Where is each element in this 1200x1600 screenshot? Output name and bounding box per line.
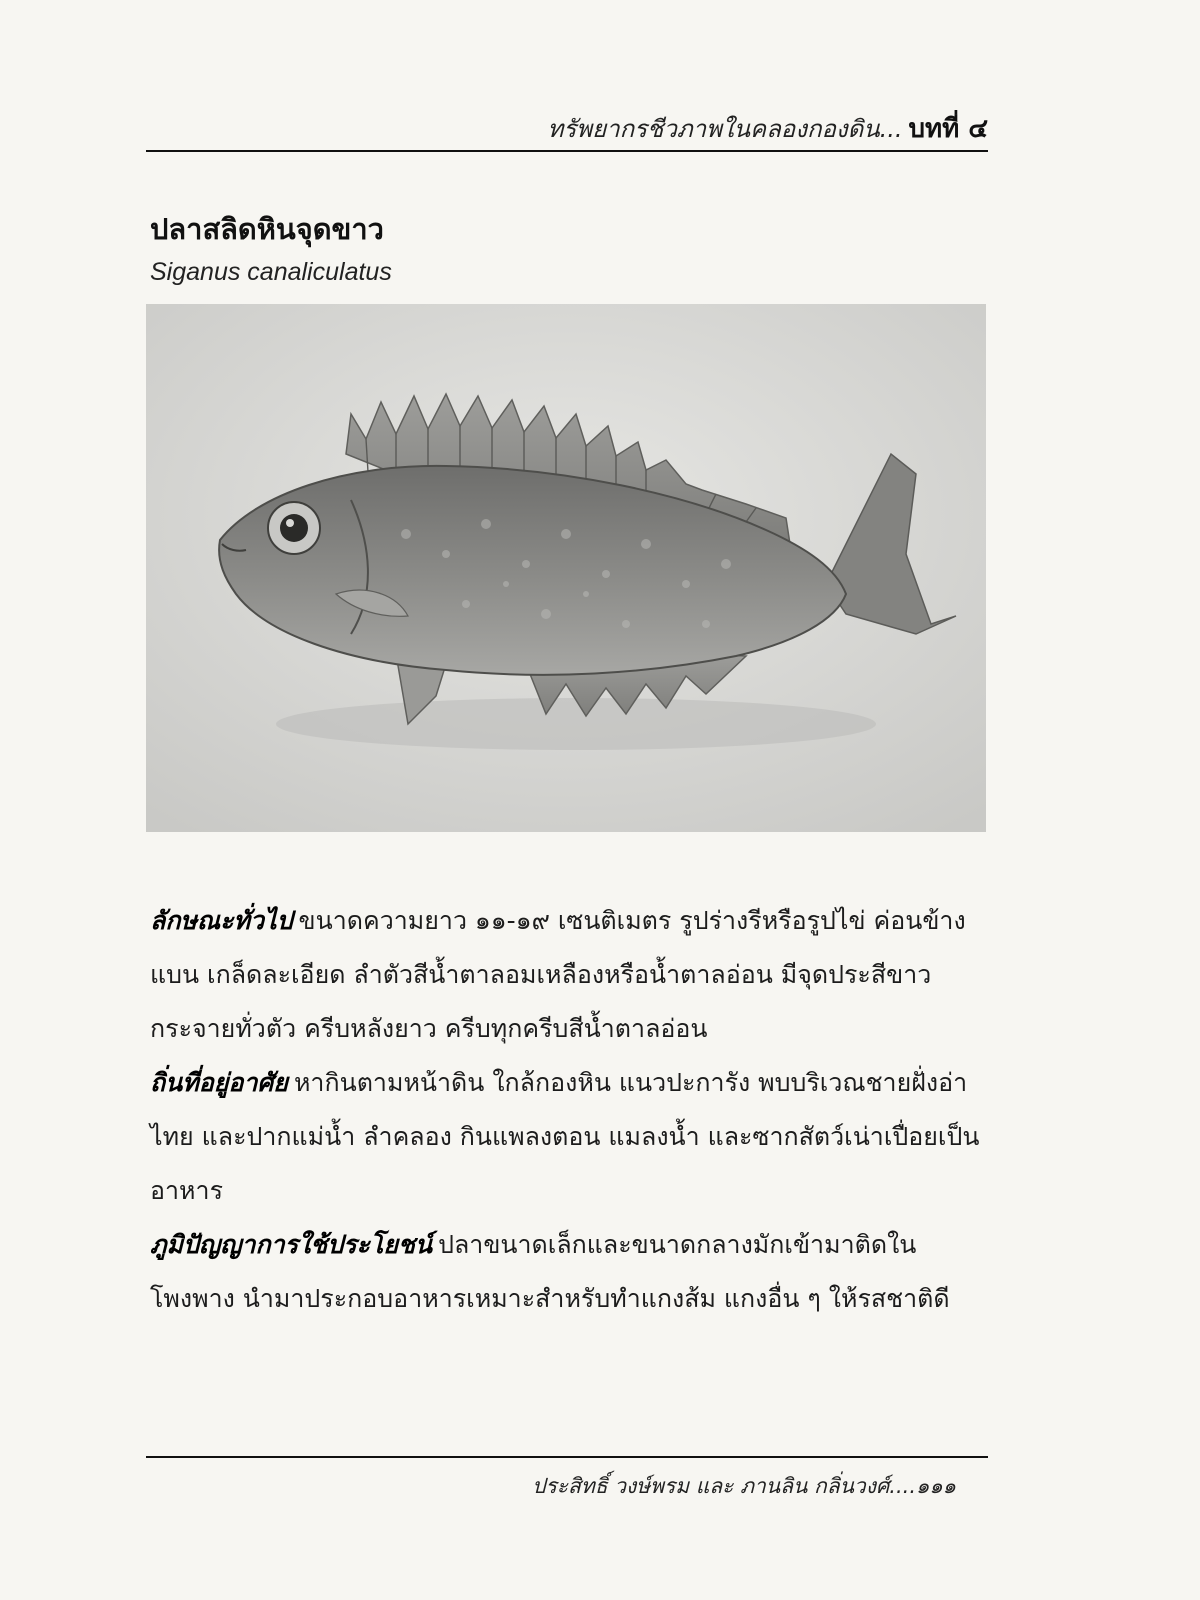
- footer-authors-page: ประสิทธิ์ วงษ์พรม และ ภานลิน กลิ่นวงศ์....๑๑๑: [532, 1474, 956, 1498]
- section-text: ขนาดความยาว ๑๑-๑๙ เซนติเมตร รูปร่างรีหรือรูปไข่ ค่อนข้างแบน เกล็ดละเอียด ลำตัวสีน้ำตาลอมเหลืองหรือน้ำตาลอ่อน มีจุดประสีขาวกระจายทั่วตัว ครีบหลังยาว ครีบทุกครีบสีน้ำตาลอ่อน: [150, 906, 966, 1043]
- fish-photo: [146, 304, 986, 832]
- section-text: ปลาขนาดเล็กและขนาดกลางมักเข้ามาติดในโพงพาง นำมาประกอบอาหารเหมาะสำหรับทำแกงส้ม แกงอื่น ๆ ให้รสชาติดี: [150, 1230, 950, 1313]
- section-text: หากินตามหน้าดิน ใกล้กองหิน แนวปะการัง พบบริเวณชายฝั่งอ่าไทย และปากแม่น้ำ ลำคลอง กินแพลงตอน แมลงน้ำ และซากสัตว์เน่าเปื่อยเป็นอาหาร: [150, 1068, 980, 1205]
- species-description: [150, 894, 986, 1326]
- header-rule: [146, 150, 988, 152]
- section-wisdom: [150, 1218, 986, 1326]
- section-label: ลักษณะทั่วไป: [150, 906, 293, 935]
- section-general: [150, 894, 986, 1056]
- species-thai-name: ปลาสลิดหินจุดขาว: [150, 212, 384, 246]
- footer-rule: [146, 1456, 988, 1458]
- species-scientific-name: Siganus canaliculatus: [150, 258, 392, 286]
- section-label: ถิ่นที่อยู่อาศัย: [150, 1068, 288, 1097]
- chapter-label: บทที่ ๔: [908, 114, 988, 144]
- running-title: ทรัพยากรชีวภาพในคลองกองดิน...: [547, 115, 903, 143]
- section-habitat: [150, 1056, 986, 1218]
- section-label: ภูมิปัญญาการใช้ประโยชน์: [150, 1230, 433, 1259]
- running-header: [146, 108, 988, 149]
